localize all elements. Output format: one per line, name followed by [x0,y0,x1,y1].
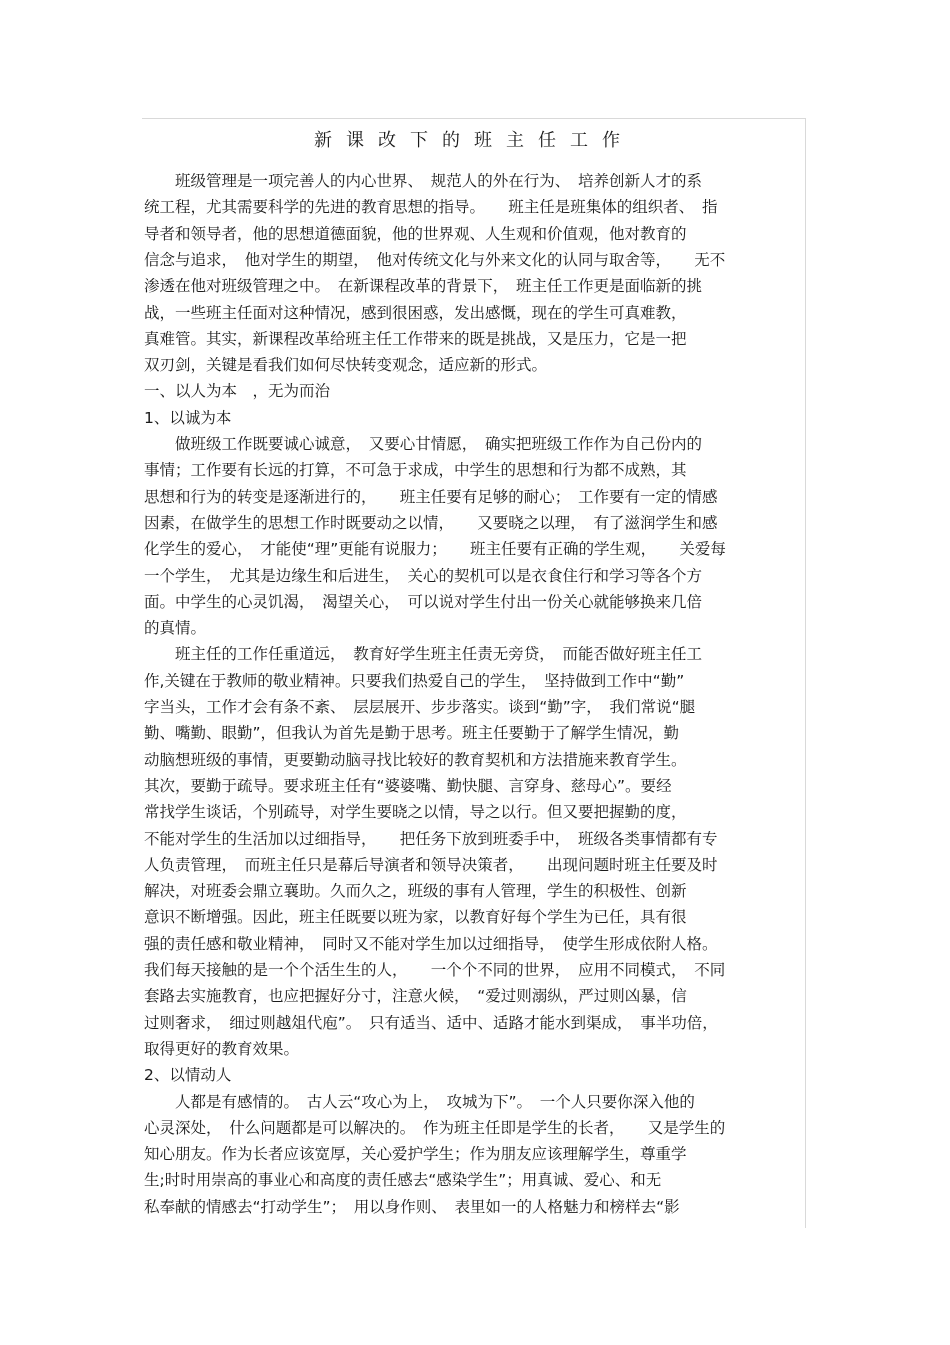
page-title: 新课改下的班主任工作 [314,130,634,151]
text-line: 字当头，工作才会有条不紊、 层层展开、步步落实。谈到“勤”字， 我们常说“腿 [144,698,696,716]
text-line: 取得更好的教育效果。 [144,1039,300,1058]
text-line: 不能对学生的生活加以过细指导， 把任务下放到班委手中， 班级各类事情都有专 [144,829,718,848]
text-line: 统工程，尤其需要科学的先进的教育思想的指导。 班主任是班集体的组织者、 指 [144,198,718,217]
text-line: 过则奢求， 细过则越俎代庖”。 只有适当、适中、适路才能水到渠成， 事半功倍， [144,1013,718,1032]
text-line: 导者和领导者，他的思想道德面貌，他的世界观、人生观和价值观，他对教育的 [144,224,687,243]
text-line: 一、以人为本 ，无为而治 [144,382,331,401]
text-line: 信念与追求， 他对学生的期望， 他对传统文化与外来文化的认同与取舍等， 无不 [144,250,726,269]
text-line: 因素，在做学生的思想工作时既要动之以情， 又要晓之以理， 有了滋润学生和感 [144,513,718,532]
text-line: 2、以情动人 [144,1066,232,1085]
text-line: 生;时时用崇高的事业心和高度的责任感去“感染学生”；用真诚、爱心、和无 [144,1171,662,1190]
text-line: 意识不断增强。因此，班主任既要以班为家，以教育好每个学生为已任，具有很 [144,908,687,927]
text-line: 事情；工作要有长远的打算，不可急于求成，中学生的思想和行为都不成熟，其 [144,461,687,480]
text-line: 班级管理是一项完善人的内心世界、 规范人的外在行为、 培养创新人才的系 [144,172,703,190]
text-line: 真难管。其实，新课程改革给班主任工作带来的既是挑战，又是压力，它是一把 [144,329,687,348]
text-line: 面。中学生的心灵饥渴， 渴望关心， 可以说对学生付出一份关心就能够换来几倍 [144,592,703,611]
text-line: 知心朋友。作为长者应该宽厚，关心爱护学生；作为朋友应该理解学生，尊重学 [144,1145,687,1164]
text-line: 动脑想班级的事情，更要勤动脑寻找比较好的教育契机和方法措施来教育学生。 [144,750,687,769]
text-line: 套路去实施教育，也应把握好分寸，注意火候， “爱过则溺纵，严过则凶暴，信 [144,987,687,1006]
text-line: 解决，对班委会鼎立襄助。久而久之，班级的事有人管理，学生的积极性、创新 [144,882,687,901]
text-line: 思想和行为的转变是逐渐进行的， 班主任要有足够的耐心； 工作要有一定的情感 [144,487,718,506]
text-line: 化学生的爱心， 才能使“理”更能有说服力； 班主任要有正确的学生观， 关爱每 [144,540,726,559]
text-line: 人都是有感情的。 古人云“攻心为上， 攻城为下”。 一个人只要你深入他的 [144,1092,695,1111]
text-line: 渗透在他对班级管理之中。 在新课程改革的背景下， 班主任工作更是面临新的挑 [144,277,703,296]
text-line: 一个学生， 尤其是边缘生和后进生， 关心的契机可以是衣食住行和学习等各个方 [144,566,703,585]
text-line: 勤、嘴勤、眼勤”，但我认为首先是勤于思考。班主任要勤于了解学生情况，勤 [144,724,680,743]
text-line: 其次，要勤于疏导。要求班主任有“婆婆嘴、勤快腿、言穿身、慈母心”。要经 [144,776,672,795]
text-line: 我们每天接触的是一个个活生生的人， 一个个不同的世界， 应用不同模式， 不同 [144,961,726,979]
text-line: 人负责管理， 而班主任只是幕后导演者和领导决策者， 出现问题时班主任要及时 [144,855,718,874]
text-line: 1、以诚为本 [144,408,232,427]
text-line: 战，一些班主任面对这种情况，感到很困惑，发出感慨，现在的学生可真难教， [144,303,687,322]
text-line: 做班级工作既要诚心诚意， 又要心甘情愿， 确实把班级工作作为自己份内的 [144,435,703,453]
text-line: 作,关键在于教师的敬业精神。只要我们热爱自己的学生， 坚持做到工作中“勤” [144,671,685,690]
text-line: 常找学生谈话，个别疏导，对学生要晓之以情，导之以行。但又要把握勤的度， [144,803,687,822]
text-line: 心灵深处， 什么问题都是可以解决的。 作为班主任即是学生的长者， 又是学生的 [144,1118,726,1137]
text-line: 强的责任感和敬业精神， 同时又不能对学生加以过细指导， 使学生形成依附人格。 [144,934,718,953]
text-line: 班主任的工作任重道远， 教育好学生班主任责无旁贷， 而能否做好班主任工 [144,645,703,664]
text-line: 私奉献的情感去“打动学生”； 用以身作则、 表里如一的人格魅力和榜样去“影 [144,1197,680,1216]
text-line: 的真情。 [144,619,207,638]
text-line: 双刃剑，关键是看我们如何尽快转变观念，适应新的形式。 [144,356,548,375]
